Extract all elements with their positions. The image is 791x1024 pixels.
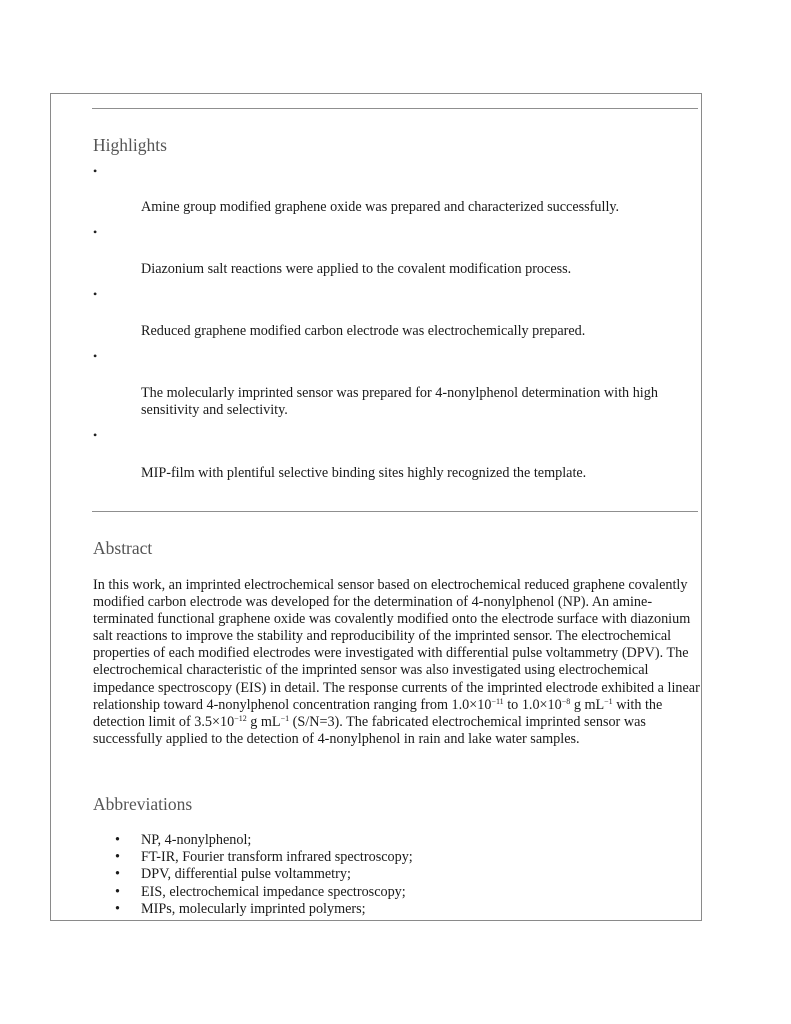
section-divider xyxy=(92,511,698,512)
highlight-item: Reduced graphene modified carbon electrode was electrochemically prepared. xyxy=(141,323,586,339)
abstract-text-segment: In this work, an imprinted electrochemical sensor based on electrochemical reduced graphene covalently modified carbon electrode was developed for the determination of 4-nonylphenol (NP). An amine-terminated functional graphene oxide was covalently modified onto the electrode surface with diazonium salt reactions to improve the stability and reproducibility of the imprinted sensor. The electrochemical properties of each modified electrodes were investigated with differential pulse voltammetry (DPV). The electrochemical characteristic of the imprinted sensor was also investigated using electrochemical impedance spectroscopy (EIS) in detail. The response currents of the imprinted electrode exhibited a linear relationship toward 4-nonylphenol concentration ranging from 1.0×10 xyxy=(93,577,700,713)
bullet-icon: • xyxy=(115,832,120,848)
bullet-icon: • xyxy=(93,287,98,301)
bullet-icon: • xyxy=(115,866,120,883)
top-divider xyxy=(92,108,698,109)
bullet-icon: • xyxy=(93,164,98,178)
highlight-item: MIP-film with plentiful selective binding sites highly recognized the template. xyxy=(141,465,587,481)
abbreviation-text: EIS, electrochemical impedance spectroscopy; xyxy=(141,883,406,900)
highlights-heading: Highlights xyxy=(93,135,167,155)
abstract-heading: Abstract xyxy=(93,538,153,558)
list-item xyxy=(93,832,413,849)
exponent: −12 xyxy=(234,713,247,723)
exponent: −11 xyxy=(491,696,504,706)
list-item xyxy=(93,849,413,866)
bullet-icon: • xyxy=(93,225,98,239)
exponent: −1 xyxy=(604,696,613,706)
document-frame xyxy=(50,93,702,921)
abbreviations-heading: Abbreviations xyxy=(93,794,193,814)
abstract-text-segment: (S/N=3). The fabricated electrochemical imprinted sensor was successfully applied to the detection of 4-nonylphenol in rain and lake water samples. xyxy=(93,713,646,747)
bullet-icon: • xyxy=(115,883,120,900)
bullet-icon: • xyxy=(115,900,120,917)
abbreviation-text: MIPs, molecularly imprinted polymers; xyxy=(141,900,366,917)
list-item xyxy=(93,866,413,883)
abbreviation-text: NP, 4-nonylphenol; xyxy=(141,832,252,848)
abstract-text xyxy=(93,577,702,748)
abbreviations-list xyxy=(93,832,413,918)
exponent: −8 xyxy=(561,696,571,706)
highlight-item: Amine group modified graphene oxide was prepared and characterized successfully. xyxy=(141,199,620,215)
list-item xyxy=(93,901,413,918)
exponent: −1 xyxy=(280,713,290,723)
bullet-icon: • xyxy=(115,849,120,866)
list-item xyxy=(93,884,413,901)
highlight-item: Diazonium salt reactions were applied to the covalent modification process. xyxy=(141,261,572,277)
abstract-text-segment: to 1.0×10 xyxy=(503,696,562,713)
abstract-text-segment: with the detection limit of 3.5×10 xyxy=(93,696,663,730)
abbreviation-text: DPV, differential pulse voltammetry; xyxy=(141,866,351,883)
abstract-text-segment: g mL xyxy=(570,696,605,713)
highlight-item: The molecularly imprinted sensor was prepared for 4-nonylphenol determination with high sensitivity and selectivity. xyxy=(141,385,658,418)
bullet-icon: • xyxy=(93,349,98,363)
abbreviation-text: FT-IR, Fourier transform infrared spectroscopy; xyxy=(141,849,413,866)
abstract-text-segment: g mL xyxy=(246,713,281,730)
bullet-icon: • xyxy=(93,428,98,442)
